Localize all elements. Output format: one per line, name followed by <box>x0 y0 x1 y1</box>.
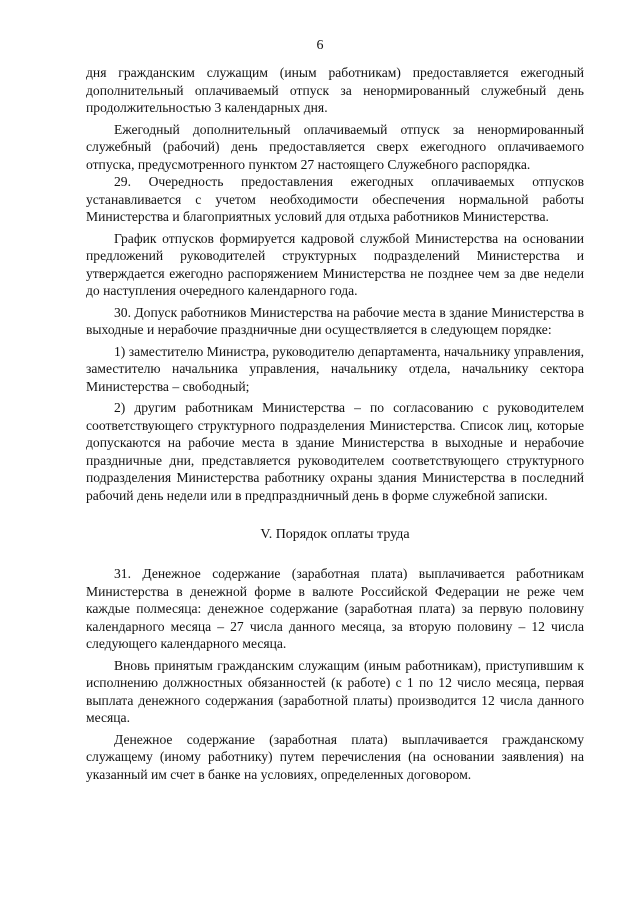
page-number: 6 <box>316 38 324 53</box>
list-item-2: 2) другим работникам Министерства – по согласованию с руководителем соответствующего структурного подразделения Министерства. Список лиц, которые допускаются на рабочие места в здание Министерства в выходные и нерабочие праздничные дни, представляется руководителем соответствующего структурного подразделения Министерства работнику охраны здания Министерства в последний рабочий день недели или в предпраздничный день в форме служебной записки. <box>86 400 584 503</box>
document-body <box>86 64 584 787</box>
paragraph-item-31: 31. Денежное содержание (заработная плата) выплачивается работникам Министерства в денежной форме в валюте Российской Федерации не реже чем каждые полмесяца: денежное содержание (заработная плата) за первую половину календарного месяца – 27 числа данного месяца, за вторую половину – 12 числа следующего календарного месяца. <box>86 566 584 651</box>
paragraph: дня гражданским служащим (иным работникам) предоставляется ежегодный дополнительный оплачиваемый отпуск за ненормированный служебный день продолжительностью 3 календарных дня. <box>86 65 584 115</box>
section-title: V. Порядок оплаты труда <box>260 527 410 542</box>
paragraph: Вновь принятым гражданским служащим (иным работникам), приступившим к исполнению должностных обязанностей (к работе) с 1 по 12 число месяца, первая выплата денежного содержания (заработной платы) производится 12 числа данного месяца. <box>86 657 584 725</box>
paragraph: График отпусков формируется кадровой службой Министерства на основании предложений руководителей структурных подразделений Министерства и утверждается ежегодно распоряжением Министерства не позднее чем за две недели до наступления очередного календарного года. <box>86 230 584 298</box>
list-item-1: 1) заместителю Министра, руководителю департамента, начальнику управления, заместителю начальника управления, начальнику отдела, начальнику сектора Министерства – свободный; <box>86 343 584 394</box>
paragraph-item-30: 30. Допуск работников Министерства на рабочие места в здание Министерства в выходные и нерабочие праздничные дни осуществляется в следующем порядке: <box>86 304 584 337</box>
paragraph-item-29: 29. Очередность предоставления ежегодных оплачиваемых отпусков устанавливается с учетом необходимости обеспечения нормальной работы Министерства и благоприятных условий для отдыха работников Министерства. <box>86 174 584 224</box>
paragraph: Денежное содержание (заработная плата) выплачивается гражданскому служащему (иному работнику) путем перечисления (на основании заявления) на указанный им счет в банке на условиях, определенных договором. <box>86 731 584 782</box>
paragraph: Ежегодный дополнительный оплачиваемый отпуск за ненормированный служебный (рабочий) день предоставляется сверх ежегодного оплачиваемого отпуска, предусмотренного пунктом 27 настоящего Служебного распорядка. <box>86 121 584 172</box>
